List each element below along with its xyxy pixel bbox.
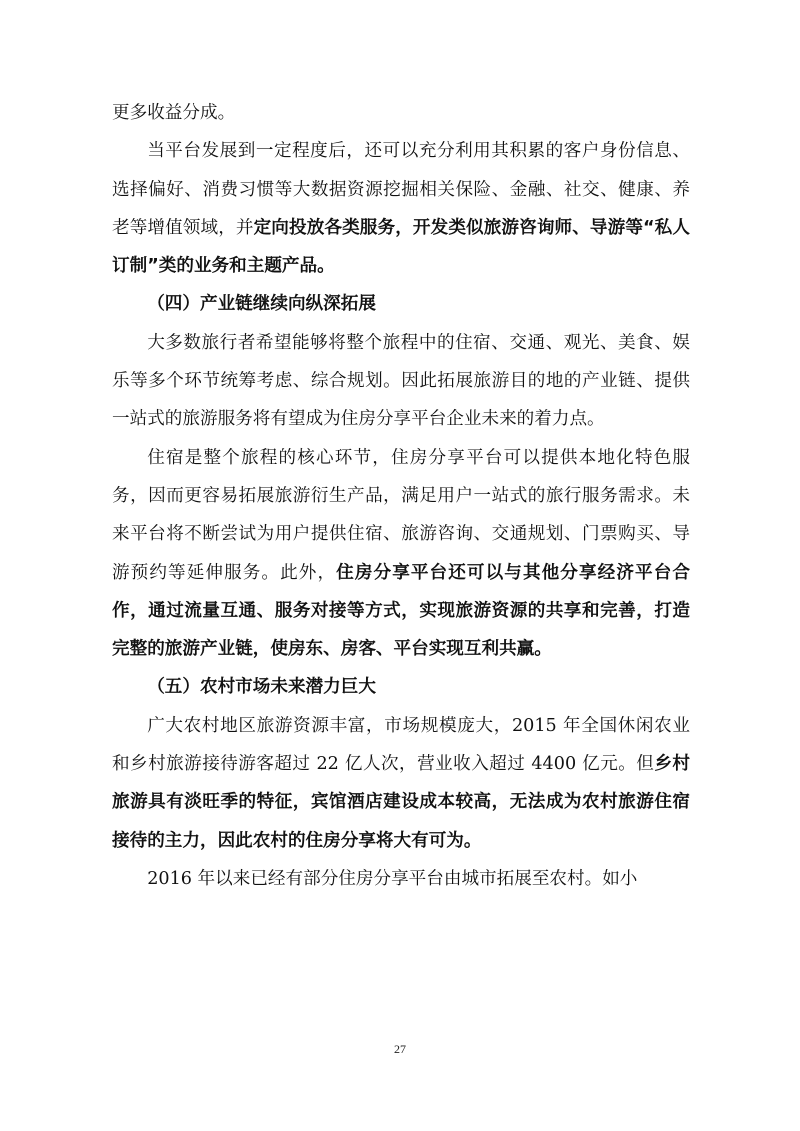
paragraph: 更多收益分成。 [112, 103, 236, 123]
paragraph-text: 当平台发展到一定程度后，还可以充分利用其积累的客户身份信息、选择偏好、消费习惯等大数据资源挖掘相关保险、金融、社交、健康、养老等增值领域，并 [112, 141, 690, 238]
paragraph [112, 439, 690, 669]
paragraph: 大多数旅行者希望能够将整个旅程中的住宿、交通、观光、美食、娱乐等多个环节统筹考虑、综合规划。因此拓展旅游目的地的产业链、提供一站式的旅游服务将有望成为住房分享平台企业未来的着力点。 [112, 332, 690, 430]
paragraph-text: 广大农村地区旅游资源丰富，市场规模庞大，2015 年全国休闲农业和乡村旅游接待游客超过 22 亿人次，营业收入超过 4400 亿元。但 [112, 715, 690, 775]
section-heading-4: （四）产业链继续向纵深拓展 [147, 294, 376, 315]
section-heading-5: （五）农村市场未来潜力巨大 [147, 677, 376, 698]
paragraph-bold-text: 乡村旅游具有淡旺季的特征，宾馆酒店建设成本较高，无法成为农村旅游住宿接待的主力，因此农村的住房分享将大有可为。 [112, 754, 690, 851]
paragraph [112, 132, 690, 285]
page-number: 27 [394, 1042, 406, 1056]
paragraph-bold-text: 住房分享平台还可以与其他分享经济平台合作，通过流量互通、服务对接等方式，实现旅游资源的共享和完善，打造完整的旅游产业链，使房东、房客、平台实现互利共赢。 [112, 562, 690, 660]
paragraph: 2016 年以来已经有部分住房分享平台由城市拓展至农村。如小 [147, 868, 638, 889]
paragraph-text: 住宿是整个旅程的核心环节，住房分享平台可以提供本地化特色服务，因而更容易拓展旅游衍生产品，满足用户一站式的旅行服务需求。未来平台将不断尝试为用户提供住宿、旅游咨询、交通规划、门票购买、导游预约等延伸服务。此外， [112, 447, 690, 583]
paragraph [112, 707, 690, 860]
body-text [112, 94, 690, 898]
paragraph-bold-text: 定向投放各类服务，开发类似旅游咨询师、导游等“私人订制”类的业务和主题产品。 [112, 217, 690, 277]
